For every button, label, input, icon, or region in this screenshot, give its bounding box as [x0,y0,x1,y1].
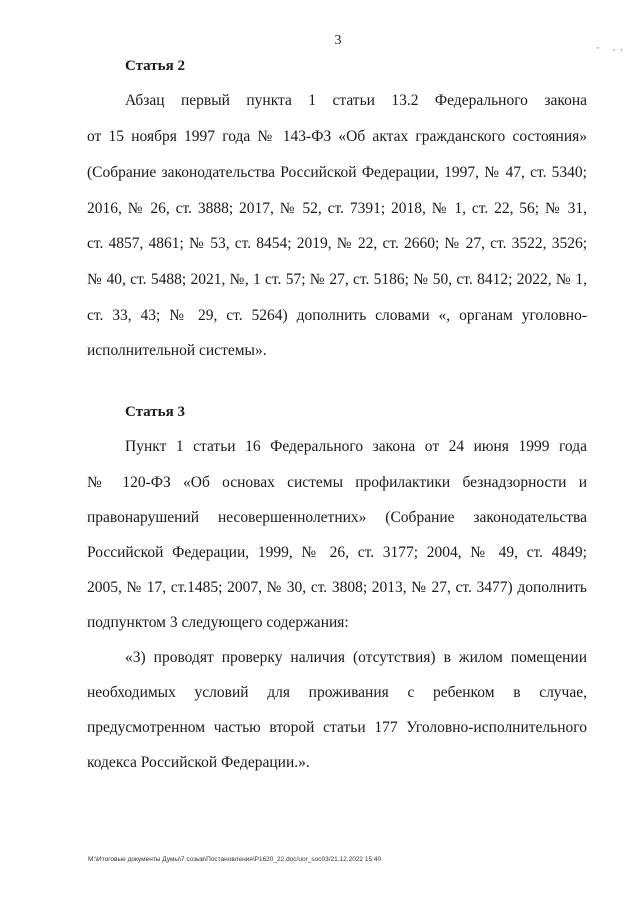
article-2-line: от 15 ноября 1997 года № 143-ФЗ «Об актах гражданского состояния» [87,128,587,145]
article-3-quote-line: необходимых условий для проживания с ребенком в случае, [87,684,587,701]
article-3-line: Российской Федерации, 1999, № 26, ст. 3177; 2004, № 49, ст. 4849; [87,544,587,561]
article-2-title: Статья 2 [125,58,185,74]
article-3-quote-line: предусмотренном частью второй статьи 177 Уголовно-исполнительного [87,719,587,736]
article-3-line: Пункт 1 статьи 16 Федерального закона от 24 июня 1999 года [125,438,587,455]
article-3-title: Статья 3 [125,404,185,420]
margin-mark-right: · · [612,42,624,56]
article-2-line: ст. 33, 43; № 29, ст. 5264) дополнить словами «, органам уголовно- [87,307,587,324]
document-footer-path: M:\Итоговые документы Думы\7 созыв\Постановления\P1620_22.doc/uor_soc03/21.12.2022 15:40 [88,856,382,863]
article-3-line: № 120-ФЗ «Об основах системы профилактики безнадзорности и [87,474,587,491]
article-2-line: (Собрание законодательства Российской Федерации, 1997, № 47, ст. 5340; [87,164,587,181]
article-2-line: № 40, ст. 5488; 2021, №, 1 ст. 57; № 27, ст. 5186; № 50, ст. 8412; 2022, № 1, [87,271,587,288]
page-number: 3 [334,33,342,48]
article-2-line: Абзац первый пункта 1 статьи 13.2 Федерального закона [125,92,587,109]
article-3-quote-line: «3) проводят проверку наличия (отсутствия) в жилом помещении [125,649,587,666]
article-3-quote-line: кодекса Российской Федерации.». [87,754,310,771]
article-2-line: ст. 4857, 4861; № 53, ст. 8454; 2019, № 22, ст. 2660; № 27, ст. 3522, 3526; [87,235,587,252]
article-3-line: подпунктом 3 следующего содержания: [87,614,349,631]
article-3-line: 2005, № 17, ст.1485; 2007, № 30, ст. 3808; 2013, № 27, ст. 3477) дополнить [87,579,587,596]
article-2-line: исполнительной системы». [87,342,267,359]
article-3-line: правонарушений несовершеннолетних» (Собрание законодательства [87,509,587,526]
article-2-line: 2016, № 26, ст. 3888; 2017, № 52, ст. 7391; 2018, № 1, ст. 22, 56; № 31, [87,200,587,217]
margin-mark-top-right: · [596,40,600,54]
